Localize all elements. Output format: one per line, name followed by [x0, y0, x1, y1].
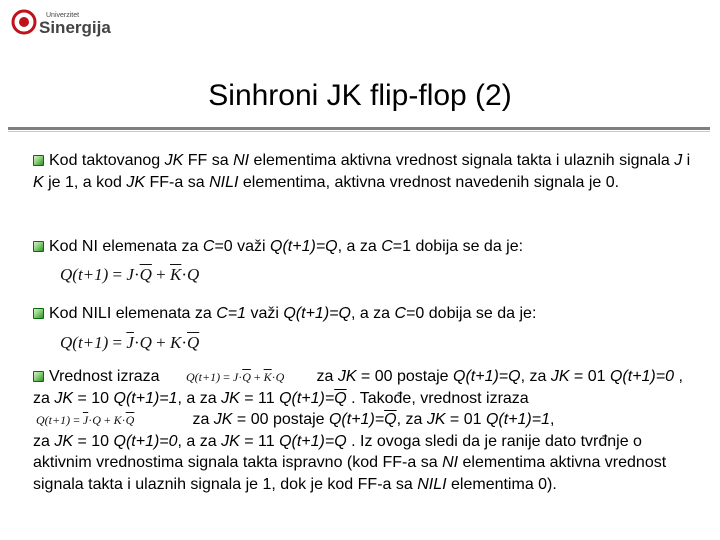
text-segment: JK	[550, 368, 570, 385]
text-segment: elementima, aktivna vrednost navedenih signala je 0.	[238, 173, 620, 191]
equation-term: =	[73, 413, 80, 427]
text-segment: =1 dobija se da je:	[392, 238, 524, 255]
equation-term: $\overline{Q}$	[242, 370, 251, 384]
text-segment: , a za	[350, 305, 395, 322]
text-segment: je 1, a kod	[43, 173, 127, 191]
equation-term: ·	[238, 370, 243, 384]
text-segment: za	[188, 411, 214, 428]
text-segment: elementima aktivna vrednost signala takta i ulaznih signala	[249, 152, 675, 169]
text-segment: elementima 0).	[446, 475, 557, 493]
text-segment: FF-a sa	[145, 173, 210, 191]
equation-term: ·	[88, 413, 93, 427]
equation-term: J	[126, 265, 134, 284]
equation-term: ·	[181, 265, 187, 284]
text-segment: važi	[246, 305, 284, 322]
text-segment: JK	[426, 411, 446, 428]
text-segment: Q(t+1)=Q	[270, 238, 338, 255]
text-segment: C	[381, 238, 393, 255]
equation-term: ·	[133, 333, 140, 352]
text-segment: , a za	[337, 238, 382, 255]
equation-term: $\overline{Q}$	[125, 413, 135, 427]
equation-term: Q	[92, 413, 101, 427]
equation-term: +	[156, 333, 166, 352]
paragraph-4	[33, 366, 703, 495]
text-segment: JK	[54, 389, 74, 407]
text-segment: Q(t+1)=	[328, 411, 385, 428]
equation-term: K	[113, 413, 122, 427]
paragraph-3	[33, 303, 703, 325]
bullet-icon	[33, 371, 44, 382]
text-segment: . Takođe, vrednost izraza	[346, 389, 529, 407]
text-segment: = 11	[239, 432, 280, 450]
text-segment: , za	[396, 411, 427, 428]
text-segment: . Iz ovoga sledi da je ranije dato tvrđnje o aktivnim vrednostima signala takta ispravno (kod FF-a sa	[33, 432, 642, 471]
equation-inline-1	[186, 370, 284, 385]
text-segment: Vrednost izraza	[49, 368, 165, 385]
text-segment: , a za	[177, 432, 222, 450]
paragraph-1	[33, 150, 703, 193]
text-segment: Q(t+1)=Q	[279, 432, 347, 450]
text-segment: NILI	[417, 475, 447, 493]
text-segment: = 00 postaje	[232, 411, 329, 428]
text-segment: elementima aktivna vrednost signala takta i ulaznih signala je 1, dok je kod FF-a sa	[33, 454, 667, 493]
equation-term: Q(t+1)	[186, 370, 221, 384]
text-segment: JK	[337, 368, 357, 385]
text-segment: =0 važi	[214, 238, 271, 255]
equation-term: +	[156, 265, 166, 284]
bullet-icon	[33, 155, 44, 166]
equation-term: $\overline{K}$	[169, 265, 182, 284]
text-segment: C	[394, 305, 407, 322]
equation-term: =	[112, 333, 123, 352]
text-segment: JK	[213, 411, 233, 428]
equation-term: K	[169, 333, 182, 352]
text-segment: Kod NI elemenata za	[49, 238, 203, 255]
text-segment: Q(t+1)=Q	[453, 368, 521, 385]
text-segment: = 11	[239, 389, 280, 407]
text-segment: , a za	[177, 389, 222, 407]
equation-term: =	[112, 265, 123, 284]
text-segment: $\overline{Q}$	[384, 411, 397, 428]
text-segment: K	[33, 173, 44, 191]
equation-term: $\overline{J}$	[126, 333, 134, 352]
equation-inline-2	[36, 413, 134, 428]
text-segment: Kod taktovanog	[49, 152, 165, 169]
paragraph-2	[33, 236, 703, 258]
text-segment: Q(t+1)=0	[113, 432, 178, 450]
bullet-icon	[33, 308, 44, 319]
equation-term: ·	[271, 370, 276, 384]
text-segment: Q(t+1)=1	[113, 389, 178, 407]
text-segment: za	[312, 368, 338, 385]
equation-term: ·	[181, 333, 187, 352]
text-segment: C	[202, 238, 215, 255]
text-segment: JK	[164, 152, 184, 169]
bullet-icon	[33, 241, 44, 252]
equation-ni	[60, 265, 199, 285]
text-segment: = 01	[569, 368, 610, 385]
equation-term: ·	[121, 413, 126, 427]
text-segment: Q(t+1)=	[279, 389, 335, 407]
equation-term: Q(t+1)	[36, 413, 71, 427]
title-divider	[8, 127, 710, 130]
text-segment: , za	[520, 368, 551, 385]
slide-title: Sinhroni JK flip-flop (2)	[208, 79, 512, 112]
text-segment: Kod NILI elemenata za	[49, 305, 217, 322]
text-segment: Q(t+1)=0	[609, 368, 674, 385]
text-segment: JK	[221, 389, 240, 407]
equation-term: +	[103, 413, 111, 427]
equation-nili	[60, 333, 199, 353]
text-segment: = 00 postaje	[356, 368, 453, 385]
logo-top-text: Univerzitet	[46, 12, 80, 19]
equation-term: $\overline{Q}$	[187, 333, 200, 352]
text-segment: za	[33, 432, 55, 450]
title-divider-shadow	[8, 131, 710, 132]
text-segment: , za	[33, 368, 683, 407]
text-segment: ,	[550, 411, 555, 428]
equation-term: =	[223, 370, 230, 384]
equation-term: Q(t+1)	[60, 333, 109, 352]
text-segment: NI	[442, 454, 459, 471]
text-segment: = 01	[445, 411, 486, 428]
text-segment: J	[674, 152, 683, 169]
text-segment: NI	[233, 152, 250, 169]
sinergija-logo	[10, 6, 130, 38]
text-segment: JK	[126, 173, 146, 191]
text-segment: =0 dobija se da je:	[406, 305, 537, 322]
text-segment: $\overline{Q}$	[334, 389, 347, 407]
equation-term: ·	[133, 265, 140, 284]
equation-term: $\overline{Q}$	[139, 265, 152, 284]
equation-term: Q	[275, 370, 285, 384]
text-segment: = 10	[73, 432, 114, 450]
equation-term: J	[232, 370, 239, 384]
text-segment: FF sa	[183, 152, 234, 169]
equation-term: Q(t+1)	[60, 265, 109, 284]
equation-term: $\overline{K}$	[263, 370, 272, 384]
text-segment: Q(t+1)=1	[485, 411, 550, 428]
text-segment: JK	[54, 432, 74, 450]
text-segment: C=1	[216, 305, 247, 322]
equation-term: Q	[187, 265, 200, 284]
text-segment: Q(t+1)=Q	[283, 305, 351, 322]
equation-term: +	[253, 370, 261, 384]
text-segment: NILI	[209, 173, 239, 191]
text-segment: JK	[221, 432, 240, 450]
equation-term: $\overline{J}$	[82, 413, 89, 427]
text-segment: i	[682, 152, 691, 169]
text-segment: = 10	[73, 389, 114, 407]
equation-term: Q	[139, 333, 152, 352]
logo-name: Sinergija	[39, 18, 111, 37]
